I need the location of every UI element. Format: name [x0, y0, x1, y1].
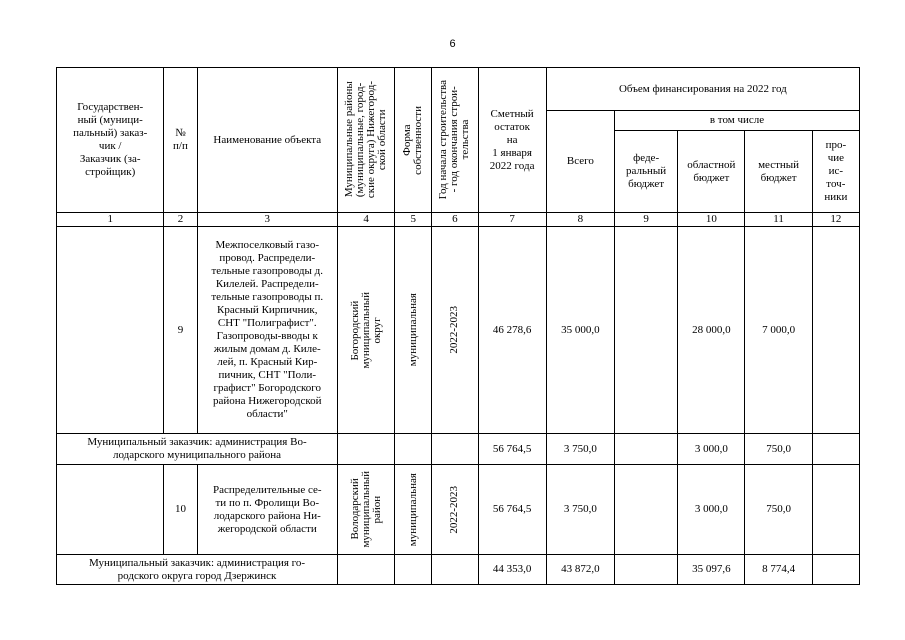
cell-ownership: муниципальная [395, 465, 432, 555]
cell-customer-label: Муниципальный заказчик: администрация Во- лодарского муниципального района [57, 434, 338, 465]
cell-federal [615, 227, 678, 434]
cell-local: 750,0 [745, 465, 812, 555]
header-number: № п/п [164, 68, 197, 213]
cell-customer-empty [57, 227, 164, 434]
header-ownership: Форма собственности [395, 68, 432, 213]
table-row-item-10 [57, 465, 860, 555]
header-regional: областной бюджет [678, 131, 745, 213]
table-row-customer-dzerzhinsk [57, 555, 860, 585]
header-financing: Объем финансирования на 2022 год [546, 68, 859, 111]
cell-customer-label: Муниципальный заказчик: администрация го- родского округа город Дзержинск [57, 555, 338, 585]
cell-customer-empty [57, 465, 164, 555]
cell-local: 750,0 [745, 434, 812, 465]
column-number: 11 [745, 213, 812, 227]
cell-federal [615, 465, 678, 555]
column-number: 10 [678, 213, 745, 227]
cell-total: 35 000,0 [546, 227, 614, 434]
cell-regional: 35 097,6 [678, 555, 745, 585]
header-including: в том числе [615, 111, 860, 131]
cell-total: 3 750,0 [546, 434, 614, 465]
column-numbers-row [57, 213, 860, 227]
table-row-item-9 [57, 227, 860, 434]
header-federal: феде- ральный бюджет [615, 131, 678, 213]
column-number: 1 [57, 213, 164, 227]
cell-empty [615, 555, 678, 585]
cell-years: 2022-2023 [432, 465, 478, 555]
cell-other [812, 227, 859, 434]
cell-balance: 44 353,0 [478, 555, 546, 585]
financing-table [56, 67, 860, 585]
column-number: 8 [546, 213, 614, 227]
header-district: Муниципальные районы (муниципальные, город- ские округа) Нижегород- ской области [338, 68, 395, 213]
cell-district: Богородский муниципальный округ [338, 227, 395, 434]
cell-empty [615, 434, 678, 465]
cell-balance: 56 764,5 [478, 465, 546, 555]
cell-balance: 46 278,6 [478, 227, 546, 434]
column-number: 12 [812, 213, 859, 227]
header-object-name: Наименование объекта [197, 68, 338, 213]
table-row-customer-volodarsky [57, 434, 860, 465]
cell-local: 7 000,0 [745, 227, 812, 434]
cell-district: Володарский муниципальный район [338, 465, 395, 555]
column-number: 5 [395, 213, 432, 227]
cell-number: 10 [164, 465, 197, 555]
page-number: 6 [449, 38, 456, 50]
cell-empty [812, 434, 859, 465]
cell-empty [395, 434, 432, 465]
header-local: местный бюджет [745, 131, 812, 213]
cell-ownership: муниципальная [395, 227, 432, 434]
cell-object-name: Межпоселковый газо- провод. Распредели- тельные газопроводы д. Килелей. Распредели- тельные газопроводы п. Красный Кирпичник, СНТ "Полиграфист". Газопроводы-вводы к жилым домам д. Киле- лей, п. Красный Кир- пичник, СНТ "Поли- графист" Богородского района Нижегородской области" [197, 227, 338, 434]
header-years: Год начала строительства - год окончания строи- тельства [432, 68, 478, 213]
column-number: 7 [478, 213, 546, 227]
cell-balance: 56 764,5 [478, 434, 546, 465]
cell-local: 8 774,4 [745, 555, 812, 585]
cell-regional: 3 000,0 [678, 434, 745, 465]
cell-empty [432, 434, 478, 465]
column-number: 6 [432, 213, 478, 227]
cell-regional: 3 000,0 [678, 465, 745, 555]
header-balance: Сметный остаток на 1 января 2022 года [478, 68, 546, 213]
cell-years: 2022-2023 [432, 227, 478, 434]
cell-empty [338, 434, 395, 465]
cell-empty [338, 555, 395, 585]
header-total: Всего [546, 111, 614, 213]
column-number: 4 [338, 213, 395, 227]
cell-number: 9 [164, 227, 197, 434]
cell-empty [395, 555, 432, 585]
column-number: 2 [164, 213, 197, 227]
cell-empty [432, 555, 478, 585]
cell-empty [812, 555, 859, 585]
cell-other [812, 465, 859, 555]
cell-total: 43 872,0 [546, 555, 614, 585]
cell-regional: 28 000,0 [678, 227, 745, 434]
header-other: про- чие ис- точ- ники [812, 131, 859, 213]
cell-total: 3 750,0 [546, 465, 614, 555]
header-customer: Государствен- ный (муници- пальный) заказ- чик / Заказчик (за- стройщик) [57, 68, 164, 213]
cell-object-name: Распределительные се- ти по п. Фролищи Во- лодарского района Ни- жегородской области [197, 465, 338, 555]
column-number: 9 [615, 213, 678, 227]
column-number: 3 [197, 213, 338, 227]
